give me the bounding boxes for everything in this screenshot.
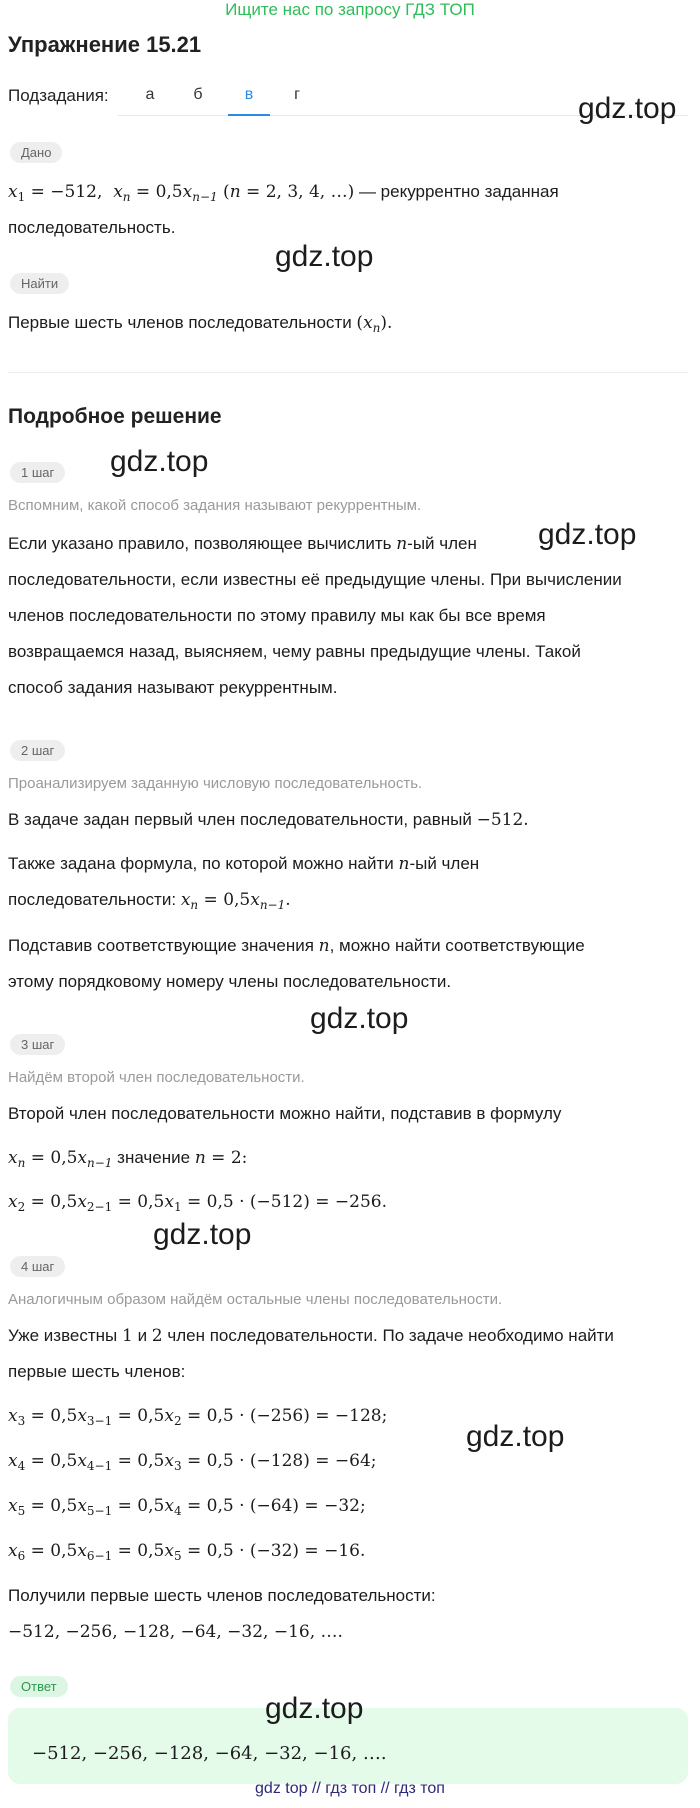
step2-p2 bbox=[8, 846, 688, 882]
step1-p1-b: -ый член bbox=[407, 534, 477, 553]
step4-p1-c: член последовательности. По задаче необходимо найти bbox=[167, 1326, 614, 1345]
step4-one: 1 bbox=[122, 1326, 133, 1346]
watermark: gdz.top bbox=[265, 1692, 364, 1725]
watermark: gdz.top bbox=[466, 1420, 565, 1453]
step3-hint: Найдём второй член последовательности. bbox=[8, 1069, 305, 1086]
step3-p2 bbox=[8, 1140, 688, 1181]
active-tab-indicator bbox=[228, 114, 270, 116]
step2-p2-a: Также задана формула, по которой можно найти bbox=[8, 854, 394, 873]
answer-sequence: −512, −256, −128, −64, −32, −16, …. bbox=[32, 1743, 387, 1764]
step4-badge: 4 шаг bbox=[10, 1256, 65, 1277]
step4-p1 bbox=[8, 1318, 688, 1354]
given-formula: $x_1 = -512$, $x_n = 0,5x_{n-1}$ (n = 2, 3, 4, …) bbox=[8, 182, 355, 204]
step4-calc-x3: $x_3 = 0,5x_{3-1} = 0,5x_2 = 0,5 \cdot (-256) = -128$; bbox=[8, 1406, 388, 1428]
find-formula: $(x_n)$. bbox=[356, 313, 393, 335]
divider bbox=[8, 372, 688, 373]
find-badge: Найти bbox=[10, 273, 69, 294]
footer-links[interactable]: gdz top // гдз топ // гдз топ bbox=[255, 1780, 445, 1797]
step3-p2-text: значение bbox=[117, 1148, 191, 1167]
step4-hint: Аналогичным образом найдём остальные члены последовательности. bbox=[8, 1291, 503, 1308]
step2-n: n bbox=[398, 854, 410, 874]
step2-p3 bbox=[8, 882, 688, 923]
find-text bbox=[8, 305, 688, 346]
step4-p1-a: Уже известны bbox=[8, 1326, 118, 1345]
answer-badge: Ответ bbox=[10, 1676, 68, 1697]
step2-formula: $x_n = 0,5x_{n-1}$. bbox=[180, 890, 291, 912]
find-text-label: Первые шесть членов последовательности bbox=[8, 313, 352, 332]
solution-title: Подробное решение bbox=[8, 405, 222, 428]
step1-n: n bbox=[396, 534, 408, 554]
promo-banner[interactable]: Ищите нас по запросу ГДЗ ТОП bbox=[225, 0, 475, 19]
step3-n-value: n = 2: bbox=[194, 1148, 248, 1168]
given-text-tail: — рекуррентно заданная bbox=[358, 182, 559, 201]
step2-hint: Проанализируем заданную числовую последовательность. bbox=[8, 775, 423, 792]
watermark: gdz.top bbox=[538, 518, 637, 551]
step2-p1-text: В задаче задан первый член последовательности, равный bbox=[8, 810, 472, 829]
watermark: gdz.top bbox=[578, 92, 677, 125]
step2-first-term: −512. bbox=[476, 810, 529, 830]
step4-sequence: −512, −256, −128, −64, −32, −16, …. bbox=[8, 1622, 343, 1642]
watermark: gdz.top bbox=[275, 240, 374, 273]
step4-p1-b: и bbox=[137, 1326, 148, 1345]
watermark: gdz.top bbox=[310, 1002, 409, 1035]
step1-p2: последовательности, если известны её предыдущие члены. При вычислении bbox=[8, 570, 622, 589]
step1-p1 bbox=[8, 526, 688, 562]
step4-calc-x4: $x_4 = 0,5x_{4-1} = 0,5x_3 = 0,5 \cdot (-128) = -64$; bbox=[8, 1451, 377, 1473]
step2-p1 bbox=[8, 802, 688, 838]
step1-p3: членов последовательности по этому правилу мы как бы все время bbox=[8, 606, 546, 625]
tab-b[interactable]: б bbox=[193, 86, 203, 103]
step1-p4: возвращаемся назад, выясняем, чему равны предыдущие члены. Такой bbox=[8, 642, 581, 661]
step2-p4-a: Подставив соответствующие значения bbox=[8, 936, 314, 955]
given-badge: Дано bbox=[10, 142, 62, 163]
step2-n2: n bbox=[318, 936, 330, 956]
given-text-line2: последовательность. bbox=[8, 218, 176, 237]
step1-p5: способ задания называют рекуррентным. bbox=[8, 678, 338, 697]
step2-badge: 2 шаг bbox=[10, 740, 65, 761]
step4-p3: Получили первые шесть членов последовательности: bbox=[8, 1586, 436, 1605]
step1-badge: 1 шаг bbox=[10, 462, 65, 483]
step4-calc-x6: $x_6 = 0,5x_{6-1} = 0,5x_5 = 0,5 \cdot (-32) = -16$. bbox=[8, 1541, 366, 1563]
step3-badge: 3 шаг bbox=[10, 1034, 65, 1055]
step4-p2: первые шесть членов: bbox=[8, 1362, 186, 1381]
watermark: gdz.top bbox=[153, 1218, 252, 1251]
tab-g[interactable]: г bbox=[294, 86, 300, 103]
tab-v[interactable]: в bbox=[244, 86, 254, 103]
step2-p4 bbox=[8, 928, 688, 964]
step1-hint: Вспомним, какой способ задания называют рекуррентным. bbox=[8, 497, 422, 514]
step1-p1-a: Если указано правило, позволяющее вычислить bbox=[8, 534, 392, 553]
subtasks-label: Подзадания: bbox=[8, 86, 109, 105]
step3-p1: Второй член последовательности можно найти, подставив в формулу bbox=[8, 1104, 562, 1123]
tab-a[interactable]: а bbox=[145, 86, 155, 103]
step2-p4-b: , можно найти соответствующие bbox=[329, 936, 585, 955]
step2-p2-b: -ый член bbox=[409, 854, 480, 873]
step2-p3-text: последовательности: bbox=[8, 890, 177, 909]
page-title: Упражнение 15.21 bbox=[8, 32, 202, 57]
step2-p5: этому порядковому номеру члены последовательности. bbox=[8, 972, 452, 991]
watermark: gdz.top bbox=[110, 445, 209, 478]
step4-two: 2 bbox=[151, 1326, 163, 1346]
step3-calc: $x_2 = 0,5x_{2-1} = 0,5x_1 = 0,5 \cdot (-512) = -256$. bbox=[8, 1192, 387, 1214]
given-text bbox=[8, 174, 688, 215]
step3-formula: $x_n = 0,5x_{n-1}$ bbox=[8, 1148, 113, 1170]
step4-calc-x5: $x_5 = 0,5x_{5-1} = 0,5x_4 = 0,5 \cdot (-64) = -32$; bbox=[8, 1496, 366, 1518]
